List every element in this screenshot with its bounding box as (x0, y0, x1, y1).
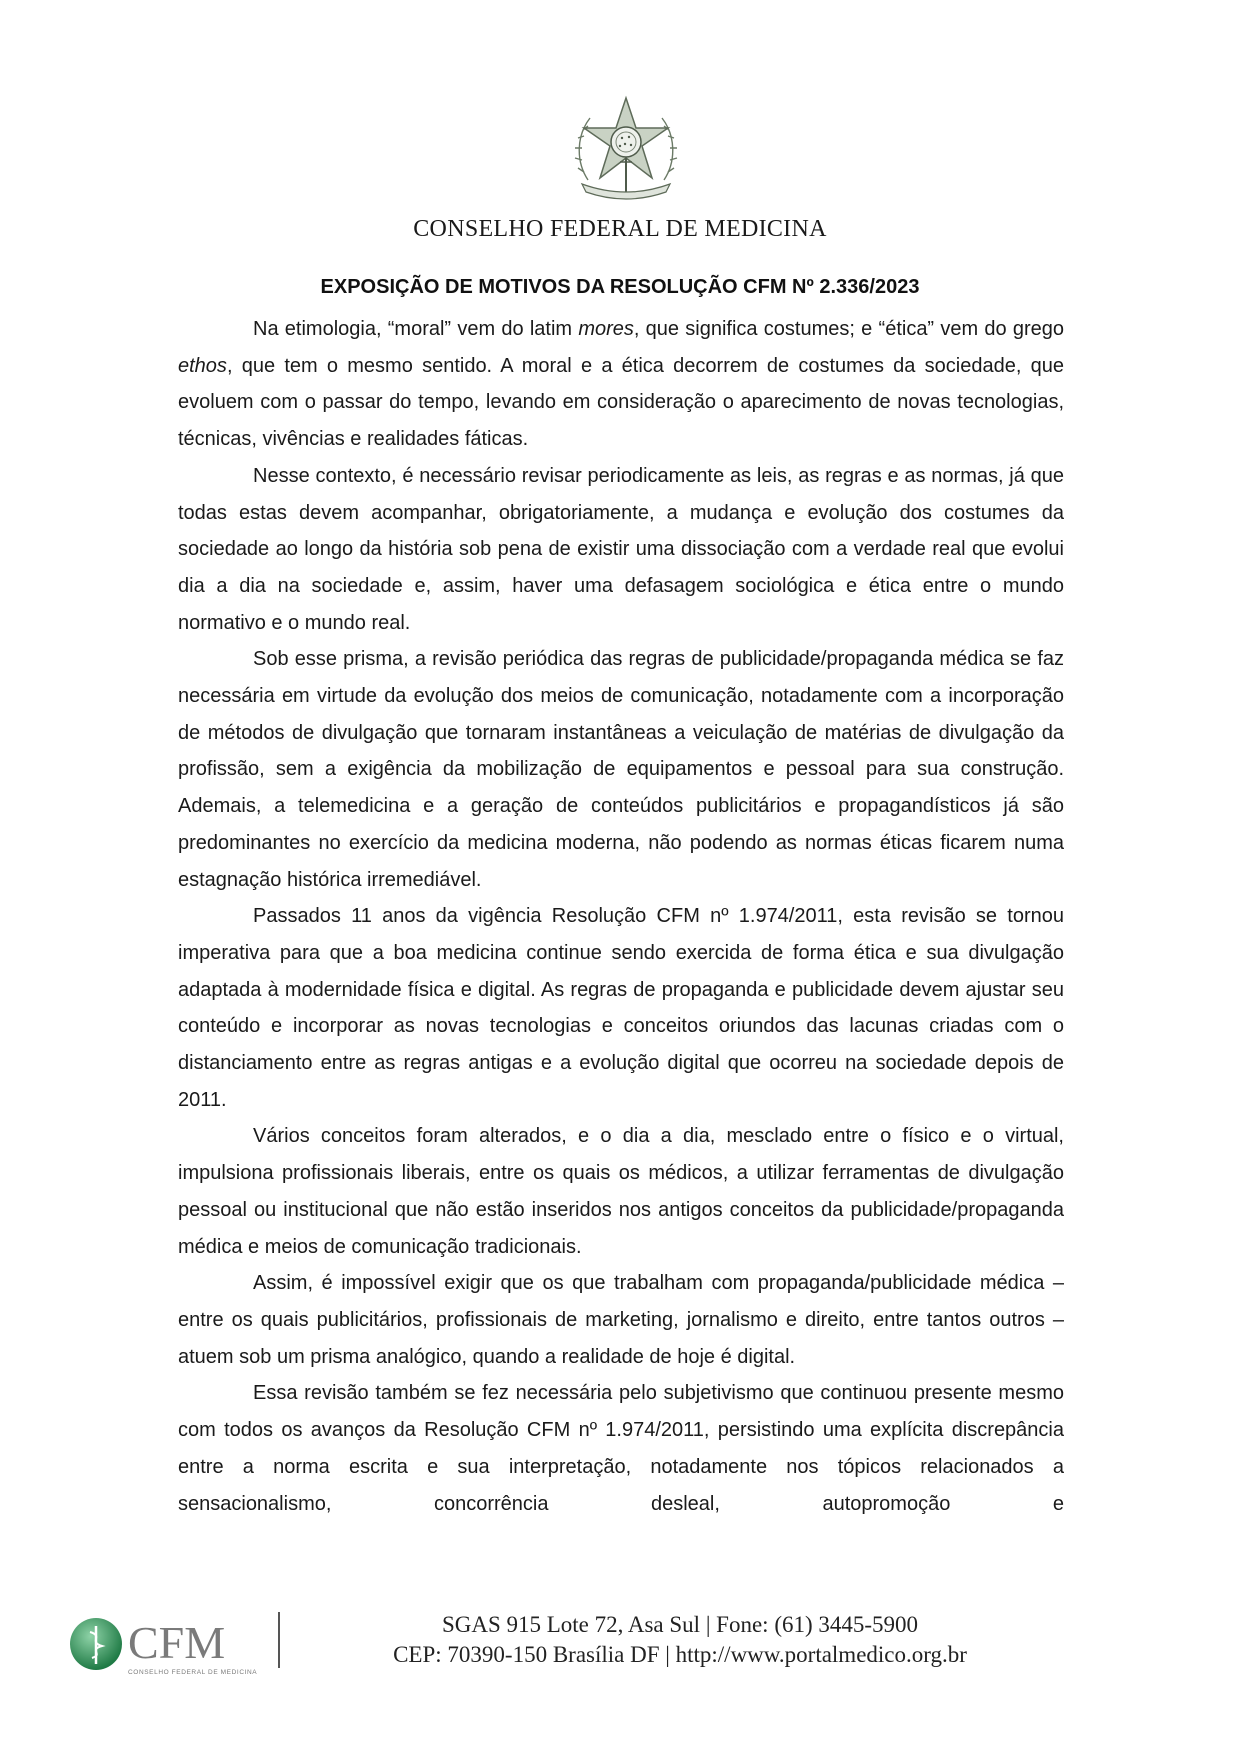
paragraph-1-italic-ethos: ethos (178, 354, 227, 377)
cfm-logo-subtext: CONSELHO FEDERAL DE MEDICINA (128, 1669, 258, 1676)
paragraph-4: Passados 11 anos da vigência Resolução CFM nº 1.974/2011, esta revisão se tornou imperativa para que a boa medicina continue sendo exercida de forma ética e sua divulgação adaptada à modernidade física e digital. As regras de propaganda e publicidade devem ajustar seu conteúdo e incorporar as novas tecnologias e conceitos oriundos das lacunas criadas com o distanciamento entre as regras antigas e a evolução digital que ocorreu na sociedade depois de 2011. (178, 905, 1064, 1111)
document-body (178, 311, 1064, 1522)
paragraph-1-text-a: Na etimologia, “moral” vem do latim (253, 318, 579, 340)
paragraph-3: Sob esse prisma, a revisão periódica das regras de publicidade/propaganda médica se faz necessária em virtude da evolução dos meios de comunicação, notadamente com a incorporação de métodos de divulgação que tornaram instantâneas a veiculação de matérias de divulgação da profissão, sem a exigência da mobilização de equipamentos e pessoal para sua construção. Ademais, a telemedicina e a geração de conteúdos publicitários e propagandísticos já são predominantes no exercício da medicina moderna, não podendo as normas éticas ficarem numa estagnação histórica irremediável. (178, 648, 1064, 891)
footer-address: SGAS 915 Lote 72, Asa Sul | Fone: (61) 3445-5900 (441, 1612, 919, 1637)
paragraph-6: Assim, é impossível exigir que os que trabalham com propaganda/publicidade médica – entre os quais publicitários, profissionais de marketing, jornalismo e direito, entre tantos outros – atuem sob um prisma analógico, quando a realidade de hoje é digital. (178, 1272, 1064, 1368)
paragraph-2: Nesse contexto, é necessário revisar periodicamente as leis, as regras e as normas, já que todas estas devem acompanhar, obrigatoriamente, a mudança e evolução dos costumes da sociedade ao longo da história sob pena de existir uma dissociação com a verdade real que evolui dia a dia na sociedade e, assim, haver uma defasagem sociológica e ética entre o mundo normativo e o mundo real. (178, 464, 1064, 634)
paragraph-7: Essa revisão também se fez necessária pelo subjetivismo que continuou presente mesmo com todos os avanços da Resolução CFM nº 1.974/2011, persistindo uma explícita discrepância entre a norma escrita e sua interpretação, notadamente nos tópicos relacionados a sensacionalismo, concorrência desleal, autopromoção e (178, 1382, 1064, 1515)
paragraph-5: Vários conceitos foram alterados, e o dia a dia, mesclado entre o físico e o virtual, impulsiona profissionais liberais, entre os quais os médicos, a utilizar ferramentas de divulgação pessoal ou institucional que não estão inseridos nos antigos conceitos da publicidade/propaganda médica e meios de comunicação tradicionais. (178, 1125, 1064, 1258)
organization-name: CONSELHO FEDERAL DE MEDICINA (413, 216, 827, 242)
footer-divider (278, 1612, 280, 1668)
paragraph-1 (178, 311, 1064, 458)
brazil-coat-of-arms-icon (570, 92, 682, 202)
paragraph-1-text-b: , que significa costumes; e “ética” vem do grego (633, 318, 1064, 340)
document-title: EXPOSIÇÃO DE MOTIVOS DA RESOLUÇÃO CFM Nº 2.336/2023 (320, 276, 920, 298)
page-footer (0, 1600, 1240, 1690)
footer-cep-website: CEP: 70390-150 Brasília DF | http://www.portalmedico.org.br (393, 1642, 967, 1667)
paragraph-1-italic-mores: mores (578, 318, 634, 340)
cfm-logo-icon (66, 1608, 286, 1680)
paragraph-1-text-c: , que tem o mesmo sentido. A moral e a ética decorrem de costumes da sociedade, que evoluem com o passar do tempo, levando em consideração o aparecimento de novas tecnologias, técnicas, vivências e realidades fáticas. (178, 354, 1064, 451)
cfm-logo-text: CFM (128, 1617, 226, 1668)
